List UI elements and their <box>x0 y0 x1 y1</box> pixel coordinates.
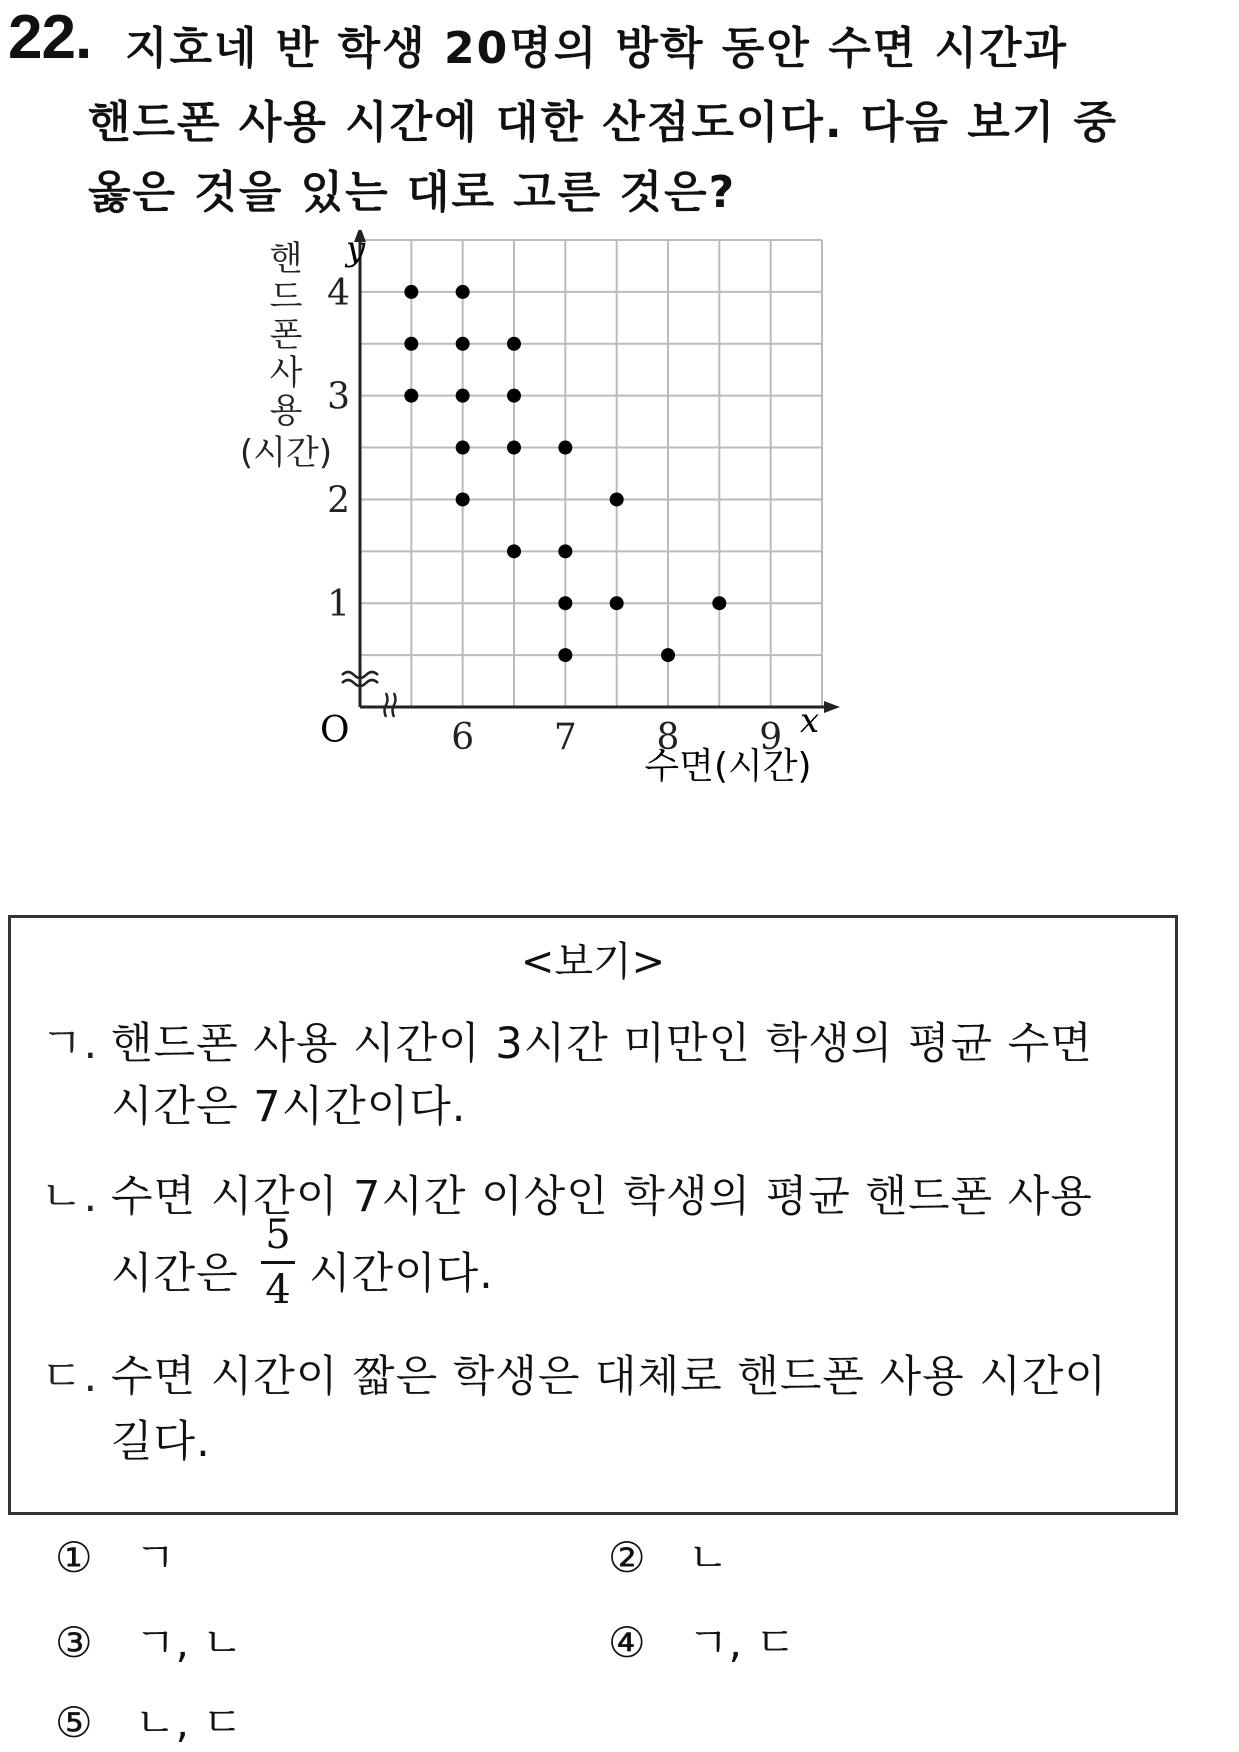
y-axis-variable: y <box>346 230 366 269</box>
scatter-point <box>712 596 726 610</box>
scatter-point <box>558 648 572 662</box>
scatter-point <box>456 389 470 403</box>
scatter-point <box>610 596 624 610</box>
statement-c-line-1 <box>41 1343 1107 1404</box>
y-axis-label-char: 핸 <box>269 239 303 279</box>
y-axis-label-char: 사 <box>269 353 303 393</box>
choice-2-number: ② <box>608 1533 646 1582</box>
choice-5-number: ⑤ <box>55 1698 93 1747</box>
choice-5-text: ㄴ, ㄷ <box>135 1698 243 1747</box>
statement-b-mark: ㄴ. <box>41 1172 99 1222</box>
x-tick-label: 7 <box>553 717 577 758</box>
x-axis-break-mark <box>393 693 396 717</box>
x-tick-label: 6 <box>451 717 475 758</box>
scatter-point <box>404 285 418 299</box>
x-axis-label: 수면(시간) <box>644 746 812 787</box>
fraction-numerator: 5 <box>265 1212 291 1258</box>
choice-1-text: ㄱ <box>135 1533 176 1582</box>
statement-b-line-2-post: 시간이다. <box>309 1249 494 1299</box>
statement-c-text: 수면 시간이 짧은 학생은 대체로 핸드폰 사용 시간이 <box>111 1352 1107 1402</box>
choice-4[interactable] <box>608 1610 796 1670</box>
choice-3-number: ③ <box>55 1618 93 1667</box>
example-box-title: <보기> <box>520 939 666 985</box>
question-text-line-2: 핸드폰 사용 시간에 대한 산점도이다. 다음 보기 중 <box>88 97 1119 148</box>
fraction-bar <box>261 1261 295 1264</box>
y-axis-label-char: 용 <box>269 391 303 431</box>
chart-axes <box>342 230 840 717</box>
choice-4-text: ㄱ, ㄷ <box>688 1618 796 1667</box>
statement-b-line-2-pre: 시간은 <box>111 1249 239 1299</box>
scatter-point <box>610 492 624 506</box>
scatter-point <box>456 337 470 351</box>
scatter-point <box>507 337 521 351</box>
x-tick-label: 9 <box>759 717 783 758</box>
choice-5[interactable] <box>55 1690 243 1750</box>
origin-label: O <box>320 710 350 751</box>
y-tick-label: 3 <box>327 376 350 418</box>
chart-grid <box>360 240 822 707</box>
question-text-line-3: 옳은 것을 있는 대로 고른 것은? <box>88 167 737 218</box>
statement-b-line-1 <box>41 1163 1093 1224</box>
statement-c-mark: ㄷ. <box>41 1352 99 1402</box>
y-tick-label: 4 <box>327 272 350 314</box>
y-tick-label: 2 <box>327 480 350 522</box>
y-axis-label-char: 드 <box>269 277 303 317</box>
question-text-line-1: 지호네 반 학생 20명의 방학 동안 수면 시간과 <box>125 23 1069 74</box>
choice-1[interactable] <box>55 1525 176 1585</box>
x-tick-label: 8 <box>656 717 680 758</box>
scatter-point <box>558 441 572 455</box>
scatter-point <box>456 285 470 299</box>
statement-a-mark: ㄱ. <box>41 1019 99 1069</box>
choice-1-number: ① <box>55 1533 93 1582</box>
scatter-point <box>507 389 521 403</box>
choice-4-number: ④ <box>608 1618 646 1667</box>
scatter-point <box>456 492 470 506</box>
choice-2[interactable] <box>608 1525 729 1585</box>
scatter-point <box>404 337 418 351</box>
question-number: 22. <box>8 3 92 72</box>
statement-a-text: 핸드폰 사용 시간이 3시간 미만인 학생의 평균 수면 <box>111 1019 1093 1069</box>
example-box <box>8 915 1178 1515</box>
x-axis-arrowhead <box>824 701 840 713</box>
scatter-plot <box>230 230 950 890</box>
scatter-point <box>507 544 521 558</box>
fraction-denominator: 4 <box>265 1267 291 1313</box>
scatter-point <box>456 441 470 455</box>
y-axis-label-char: 폰 <box>269 315 303 355</box>
choice-3-text: ㄱ, ㄴ <box>135 1618 243 1667</box>
statement-a-line-2: 시간은 7시간이다. <box>111 1082 467 1132</box>
x-axis-variable: x <box>800 701 820 741</box>
statement-c-line-2: 길다. <box>111 1417 211 1467</box>
scatter-point <box>558 544 572 558</box>
scatter-point <box>661 648 675 662</box>
scatter-point <box>507 441 521 455</box>
y-tick-label: 1 <box>327 584 350 626</box>
y-axis-label <box>240 239 332 473</box>
scatter-point <box>558 596 572 610</box>
fraction-five-quarters <box>261 1212 295 1313</box>
x-axis-break-mark <box>385 693 388 717</box>
y-axis-label-unit: (시간) <box>239 433 333 473</box>
choice-2-text: ㄴ <box>688 1533 729 1582</box>
statement-b-text: 수면 시간이 7시간 이상인 학생의 평균 핸드폰 사용 <box>111 1172 1093 1222</box>
scatter-point <box>404 389 418 403</box>
choice-3[interactable] <box>55 1610 243 1670</box>
chart-tick-labels <box>327 273 782 758</box>
statement-a-line-1 <box>41 1010 1093 1071</box>
